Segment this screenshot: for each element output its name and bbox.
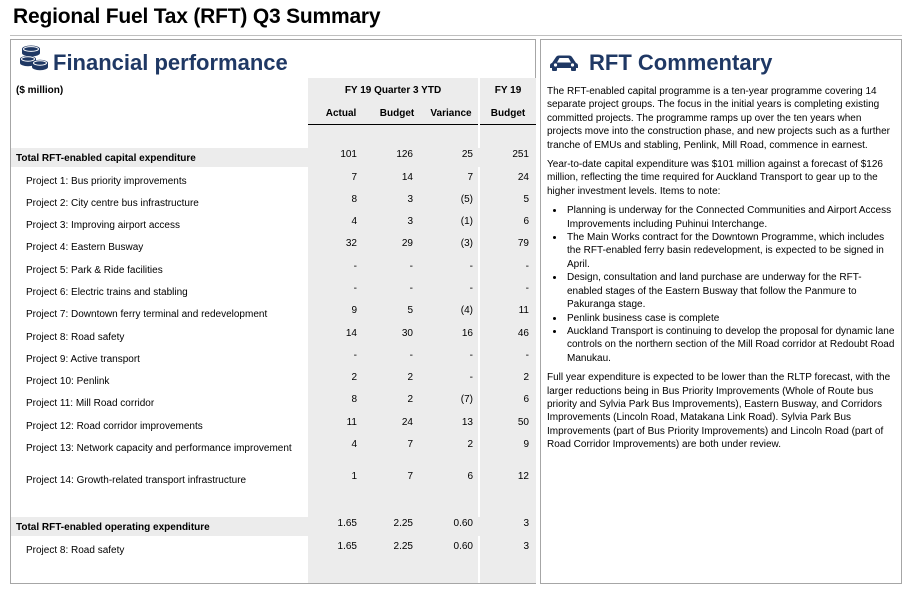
cell-actual: 9 — [351, 305, 357, 316]
cell-variance: (4) — [460, 305, 473, 316]
cell-actual: 11 — [346, 417, 357, 428]
cell-actual: 7 — [351, 172, 357, 183]
table-row — [11, 415, 535, 434]
commentary-body — [547, 85, 897, 458]
title-divider — [10, 35, 902, 36]
row-label: Project 4: Eastern Busway — [26, 242, 144, 253]
commentary-bullet: • Design, consultation and land purchase are underway for the RFT-enabled stages of the Eastern Busway that follow the Panmure to Pakuranga stage. — [565, 271, 897, 311]
table-row — [11, 192, 535, 211]
cell-fy-budget: 50 — [517, 417, 529, 428]
table-row — [11, 170, 535, 189]
row-label: Project 5: Park & Ride facilities — [26, 265, 163, 276]
cell-budget: 2 — [407, 372, 413, 383]
table-row — [11, 370, 535, 389]
cell-variance: - — [469, 261, 473, 272]
cell-variance: - — [469, 372, 473, 383]
commentary-bullet: • Planning is underway for the Connected Communities and Airport Access Improvements including Puhinui Interchange. — [565, 204, 897, 231]
cell-actual: - — [353, 261, 357, 272]
table-row — [11, 437, 535, 469]
row-label: Total RFT-enabled capital expenditure — [16, 153, 196, 164]
cell-variance: 7 — [467, 172, 473, 183]
cell-budget: 3 — [407, 216, 413, 227]
page-title: Regional Fuel Tax (RFT) Q3 Summary — [13, 5, 381, 28]
table-row — [11, 259, 535, 278]
commentary-bullet: • Penlink business case is complete — [565, 312, 897, 325]
cell-budget: 2 — [407, 394, 413, 405]
cell-fy-budget: 6 — [523, 394, 529, 405]
commentary-heading: RFT Commentary — [589, 50, 773, 75]
row-label: Project 3: Improving airport access — [26, 220, 180, 231]
cell-budget: 7 — [407, 439, 413, 450]
cell-variance: (7) — [460, 394, 473, 405]
column-header-fy-budget: Budget — [490, 108, 526, 119]
table-row — [11, 348, 535, 367]
commentary-bullet-list — [547, 204, 897, 365]
cell-budget: 2.25 — [393, 518, 413, 529]
cell-fy-budget: 9 — [523, 439, 529, 450]
cell-fy-budget: 6 — [523, 216, 529, 227]
commentary-bullet: • Auckland Transport is continuing to develop the proposal for dynamic lane controls on the northern section of the Mill Road corridor at Redoubt Road Manukau. — [565, 325, 897, 365]
cell-actual: 1 — [351, 471, 357, 482]
row-label: Project 1: Bus priority improvements — [26, 176, 187, 187]
commentary-paragraph-3: Full year expenditure is expected to be lower than the RLTP forecast, with the larger reductions being in Bus Priority Improvements (Whole of Route bus priority and Sylvia Park Bus Improvements), Eastern Busway, and Corridors Improvements (Lincoln Road, Matakana Link Road). Sylvia Park Bus Improvements (part of Bus Priority Improvements) and Lincoln Road (part of Road Corridor Improvements) are both under review. — [547, 372, 891, 451]
cell-actual: 1.65 — [337, 518, 357, 529]
cell-variance: 25 — [461, 149, 473, 160]
table-row — [11, 469, 535, 488]
cell-budget: - — [409, 261, 413, 272]
cell-actual: 4 — [351, 216, 357, 227]
cell-fy-budget: 3 — [523, 541, 529, 552]
cell-actual: 8 — [351, 394, 357, 405]
row-label: Project 8: Road safety — [26, 545, 125, 556]
cell-actual: 8 — [351, 194, 357, 205]
row-label: Project 7: Downtown ferry terminal and redevelopment — [26, 309, 268, 320]
cell-actual: - — [353, 283, 357, 294]
row-label: Project 6: Electric trains and stabling — [26, 287, 188, 298]
cell-actual: - — [353, 350, 357, 361]
cell-budget: 5 — [407, 305, 413, 316]
cell-variance: - — [469, 350, 473, 361]
commentary-panel — [540, 39, 902, 584]
row-label: Project 13: Network capacity and performance improvement — [26, 443, 292, 454]
cell-variance: 0.60 — [453, 541, 473, 552]
cell-budget: 7 — [407, 471, 413, 482]
row-label: Project 11: Mill Road corridor — [26, 398, 155, 409]
header-rule-ytd — [308, 124, 478, 125]
units-label: ($ million) — [16, 85, 64, 96]
financial-heading: Financial performance — [53, 50, 288, 75]
row-label: Project 2: City centre bus infrastructure — [26, 198, 199, 209]
row-label: Total RFT-enabled operating expenditure — [16, 522, 210, 533]
row-label: Project 9: Active transport — [26, 354, 140, 365]
cell-fy-budget: 79 — [517, 238, 529, 249]
table-total-row — [11, 517, 535, 536]
cell-budget: 3 — [407, 194, 413, 205]
row-label: Project 12: Road corridor improvements — [26, 421, 203, 432]
coins-icon — [19, 44, 49, 72]
table-row — [11, 539, 535, 558]
car-icon — [549, 54, 579, 72]
header-fy: FY 19 — [494, 85, 522, 96]
row-label: Project 14: Growth-related transport infrastructure — [26, 475, 247, 486]
cell-variance: - — [469, 283, 473, 294]
cell-budget: - — [409, 283, 413, 294]
header-rule-fy — [480, 124, 536, 125]
cell-actual: 32 — [345, 238, 357, 249]
header-ytd: FY 19 Quarter 3 YTD — [344, 85, 442, 96]
cell-actual: 1.65 — [337, 541, 357, 552]
cell-fy-budget: - — [525, 283, 529, 294]
cell-fy-budget: 3 — [523, 518, 529, 529]
cell-fy-budget: 11 — [518, 305, 529, 316]
cell-fy-budget: 24 — [517, 172, 529, 183]
table-row — [11, 236, 535, 255]
column-header-variance: Variance — [430, 108, 472, 119]
cell-fy-budget: 2 — [523, 372, 529, 383]
cell-budget: 24 — [401, 417, 413, 428]
financial-performance-panel — [10, 39, 536, 584]
cell-budget: 14 — [401, 172, 413, 183]
cell-variance: (5) — [460, 194, 473, 205]
cell-variance: 0.60 — [453, 518, 473, 529]
cell-variance: 13 — [461, 417, 473, 428]
commentary-bullet: • The Main Works contract for the Downtown Programme, which includes the RFT-enabled ferry basin redevelopment, is expected to be signed in April. — [565, 231, 897, 271]
row-label: Project 8: Road safety — [26, 332, 125, 343]
cell-fy-budget: 12 — [517, 471, 529, 482]
cell-variance: (3) — [460, 238, 473, 249]
commentary-paragraph-1: The RFT-enabled capital programme is a ten-year programme covering 14 separate project groups. The focus in the initial years is completing existing committed projects. The programme ramps up over the ten years when projects move into the construction phase, and new projects such as a further tranche of EMUs and stabling, Penlink, Mill Road, commence in earnest. — [547, 86, 890, 151]
cell-variance: (1) — [460, 216, 473, 227]
cell-budget: 30 — [401, 328, 413, 339]
table-row — [11, 392, 535, 411]
cell-budget: 2.25 — [393, 541, 413, 552]
cell-actual: 2 — [351, 372, 357, 383]
cell-budget: 126 — [396, 149, 413, 160]
cell-fy-budget: 46 — [517, 328, 529, 339]
cell-fy-budget: 5 — [523, 194, 529, 205]
table-row — [11, 303, 535, 322]
cell-variance: 2 — [467, 439, 473, 450]
table-row — [11, 214, 535, 233]
table-row — [11, 326, 535, 345]
cell-variance: 6 — [467, 471, 473, 482]
cell-variance: 16 — [461, 328, 473, 339]
cell-fy-budget: - — [525, 261, 529, 272]
column-header-budget: Budget — [379, 108, 415, 119]
column-header-actual: Actual — [325, 108, 357, 119]
cell-actual: 101 — [340, 149, 357, 160]
cell-budget: - — [409, 350, 413, 361]
table-row — [11, 281, 535, 300]
cell-actual: 4 — [351, 439, 357, 450]
cell-actual: 14 — [345, 328, 357, 339]
cell-budget: 29 — [401, 238, 413, 249]
cell-fy-budget: - — [525, 350, 529, 361]
table-total-row — [11, 148, 535, 167]
row-label: Project 10: Penlink — [26, 376, 110, 387]
cell-fy-budget: 251 — [512, 149, 529, 160]
commentary-paragraph-2: Year-to-date capital expenditure was $101 million against a forecast of $126 million, reflecting the time required for Auckland Transport to gear up to the higher investment levels. Items to note: — [547, 159, 883, 197]
